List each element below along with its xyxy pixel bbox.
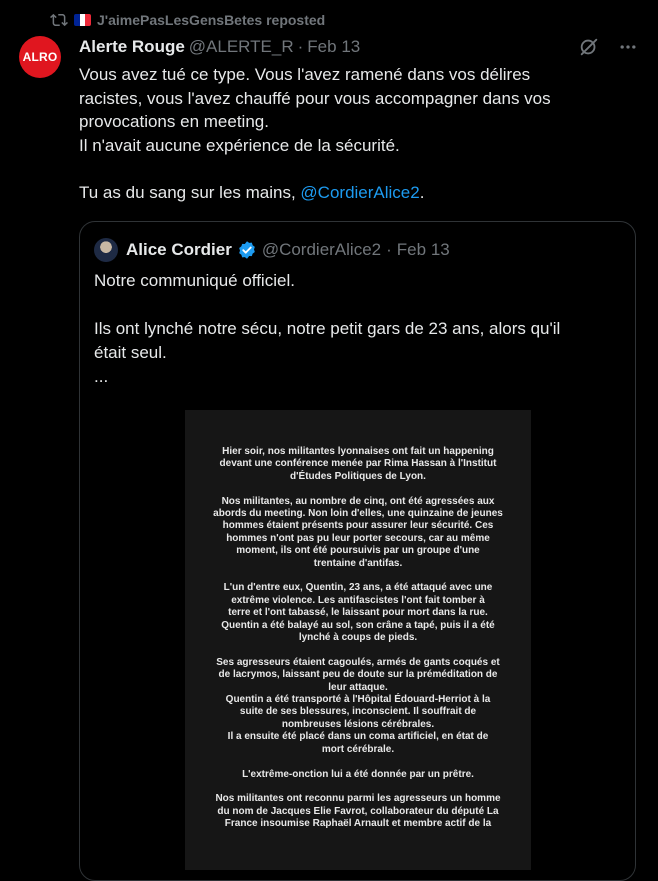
france-flag-icon [74,14,91,26]
quote-date[interactable]: Feb 13 [396,240,450,259]
closing-punctuation: . [419,182,425,202]
statement-line: France insoumise Raphaël Arnault et membre actif de la [224,818,492,830]
quote-line: Notre communiqué officiel. [94,271,295,290]
statement-line: du nom de Jacques Elie Favrot, collaborateur du député La [217,805,499,817]
quote-author-handle[interactable]: @CordierAlice2 [261,240,382,259]
statement-paragraph [197,793,519,830]
quote-header [94,238,450,262]
grok-icon[interactable] [578,36,600,58]
tweet-header [79,36,360,58]
statement-line: L'extrême-onction lui a été donnée par un prêtre. [242,768,474,780]
statement-line: Hier soir, nos militantes lyonnaises ont fait un happening [222,446,494,457]
tweet-line: racistes, vous l'avez chauffé pour vous accompagner dans vos [79,88,551,108]
statement-paragraph [197,657,519,756]
tweet-closing-line [79,181,634,205]
statement-line: lynché à coups de pieds. [298,632,418,644]
tweet-line: Il n'avait aucune expérience de la sécurité. [79,135,400,155]
statement-paragraph [197,769,519,781]
statement-line: devant une conférence menée par Rima Hassan à l'Institut [219,458,497,470]
author-handle[interactable]: @ALERTE_R [188,37,294,56]
quote-author-name[interactable]: Alice Cordier [126,240,232,259]
quote-line: Ils ont lynché notre sécu, notre petit gars de 23 ans, alors qu'il [94,319,561,338]
statement-line: Quentin a été balayé au sol, son crâne a tapé, puis il a été [221,619,495,631]
statement-line: Quentin a été transporté à l'Hôpital Édouard-Herriot à la [225,694,491,706]
statement-line: Il a ensuite été placé dans un coma artificiel, en état de [227,731,489,743]
statement-line: terre et l'ont tabassé, le laissant pour mort dans la rue. [228,607,488,619]
quote-text [94,269,624,389]
tweet-line: Vous avez tué ce type. Vous l'avez ramené dans vos délires [79,65,531,84]
mention-link[interactable]: @CordierAlice2 [300,182,420,202]
tweet-date[interactable]: Feb 13 [307,37,361,56]
quoted-tweet-card[interactable] [79,221,636,881]
quote-author-avatar[interactable] [94,238,118,262]
quote-line: était seul. [94,343,167,362]
statement-line: nombreuses lésions cérébrales. [281,718,435,730]
paragraph-gap [79,157,634,181]
more-options-icon[interactable] [618,37,638,57]
statement-line: L'un d'entre eux, Quentin, 23 ans, a été attaqué avec une [223,582,493,594]
statement-line: d'Études Politiques de Lyon. [290,470,426,482]
statement-line: de lacrymos, laissant peu de doute sur la préméditation de [218,669,498,681]
avatar-label: ALRO [22,50,58,64]
statement-line: Ses agresseurs étaient cagoulés, armés de gants coqués et [216,656,500,668]
author-avatar[interactable] [19,36,61,78]
statement-line: moment, ils ont été poursuivis par un groupe d'une [236,545,480,557]
statement-paragraph [197,446,519,483]
statement-line: Nos militantes, au nombre de cinq, ont été agressées aux [221,495,495,507]
quote-ellipsis: ... [94,367,109,386]
quote-media-image[interactable] [185,410,531,870]
statement-line: suite de ses blessures, inconscient. Il souffrait de [239,706,477,718]
statement-image-text [197,446,519,843]
tweet-text [79,63,634,204]
header-actions [578,36,638,58]
flag-stripe-red [85,14,91,26]
verified-badge-icon [237,240,257,260]
header-separator: · [297,37,304,56]
repost-icon [50,11,68,29]
statement-paragraph [197,582,519,644]
statement-paragraph [197,496,519,570]
quote-separator: · [386,240,392,259]
statement-line: Nos militantes ont reconnu parmi les agresseurs un homme [215,793,501,805]
statement-line: hommes n'ont pas pu leur porter secours, car au même [226,532,490,544]
statement-line: hommes étaient présents pour assurer leur sécurité. Ces [222,520,494,532]
repost-text: J'aimePasLesGensBetes reposted [97,12,326,28]
statement-line: trentaine d'antifas. [313,557,403,569]
author-name[interactable]: Alerte Rouge [79,37,185,56]
statement-line: extrême violence. Les antifascistes l'ont fait tomber à [231,594,485,606]
statement-line: leur attaque. [328,681,388,693]
tweet-line: provocations en meeting. [79,112,269,131]
statement-line: abords du meeting. Non loin d'elles, une quinzaine de jeunes [213,508,503,520]
repost-indicator[interactable] [50,10,325,30]
closing-text: Tu as du sang sur les mains, [79,182,301,202]
statement-line: mort cérébrale. [321,743,395,755]
paragraph-gap [94,293,624,317]
